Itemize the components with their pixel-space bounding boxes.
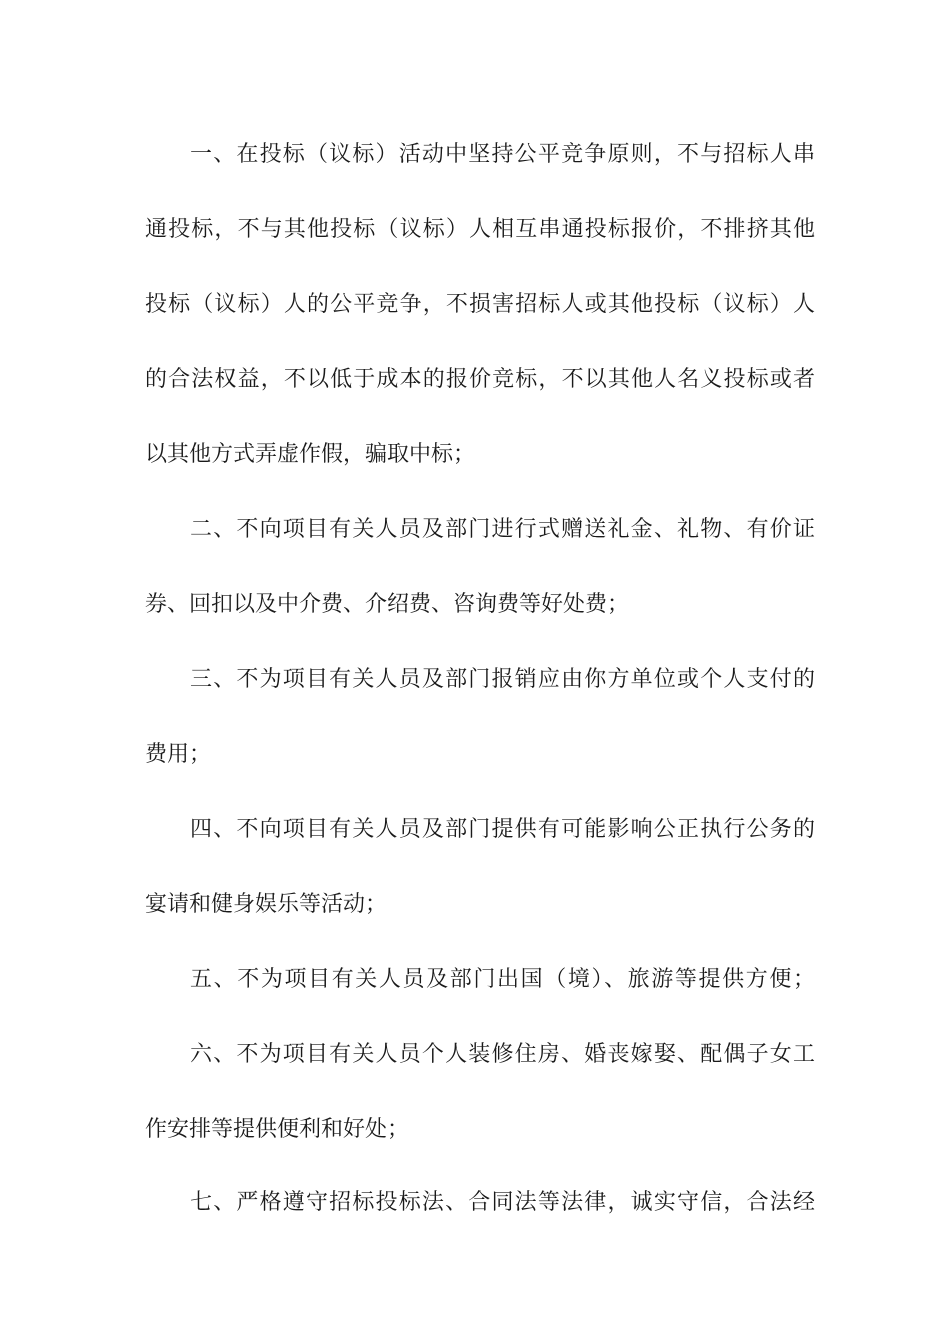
clause-1-line-3: 投标（议标）人的公平竞争，不损害招标人或其他投标（议标）人 bbox=[145, 292, 815, 317]
clause-4-line-1: 四、不向项目有关人员及部门提供有可能影响公正执行公务的 bbox=[190, 817, 815, 842]
clause-7-line-1: 七、严格遵守招标投标法、合同法等法律，诚实守信，合法经 bbox=[190, 1190, 815, 1215]
clause-5-line-1: 五、不为项目有关人员及部门出国（境）、旅游等提供方便； bbox=[190, 967, 815, 992]
clause-6-line-1: 六、不为项目有关人员个人装修住房、婚丧嫁娶、配偶子女工 bbox=[190, 1042, 815, 1067]
clause-1-line-1: 一、在投标（议标）活动中坚持公平竞争原则，不与招标人串 bbox=[190, 142, 815, 167]
clause-4-line-2: 宴请和健身娱乐等活动； bbox=[145, 892, 388, 917]
clause-1-line-4: 的合法权益，不以低于成本的报价竞标，不以其他人名义投标或者 bbox=[145, 367, 815, 392]
clause-6-line-2: 作安排等提供便利和好处； bbox=[145, 1117, 410, 1142]
clause-3-line-2: 费用； bbox=[145, 742, 212, 767]
clause-1-line-5: 以其他方式弄虚作假，骗取中标； bbox=[145, 442, 476, 467]
clause-2-line-2: 券、回扣以及中介费、介绍费、咨询费等好处费； bbox=[145, 592, 630, 617]
clause-2-line-1: 二、不向项目有关人员及部门进行式赠送礼金、礼物、有价证 bbox=[190, 517, 815, 542]
clause-3-line-1: 三、不为项目有关人员及部门报销应由你方单位或个人支付的 bbox=[190, 667, 815, 692]
clause-1-line-2: 通投标，不与其他投标（议标）人相互串通投标报价，不排挤其他 bbox=[145, 217, 815, 242]
